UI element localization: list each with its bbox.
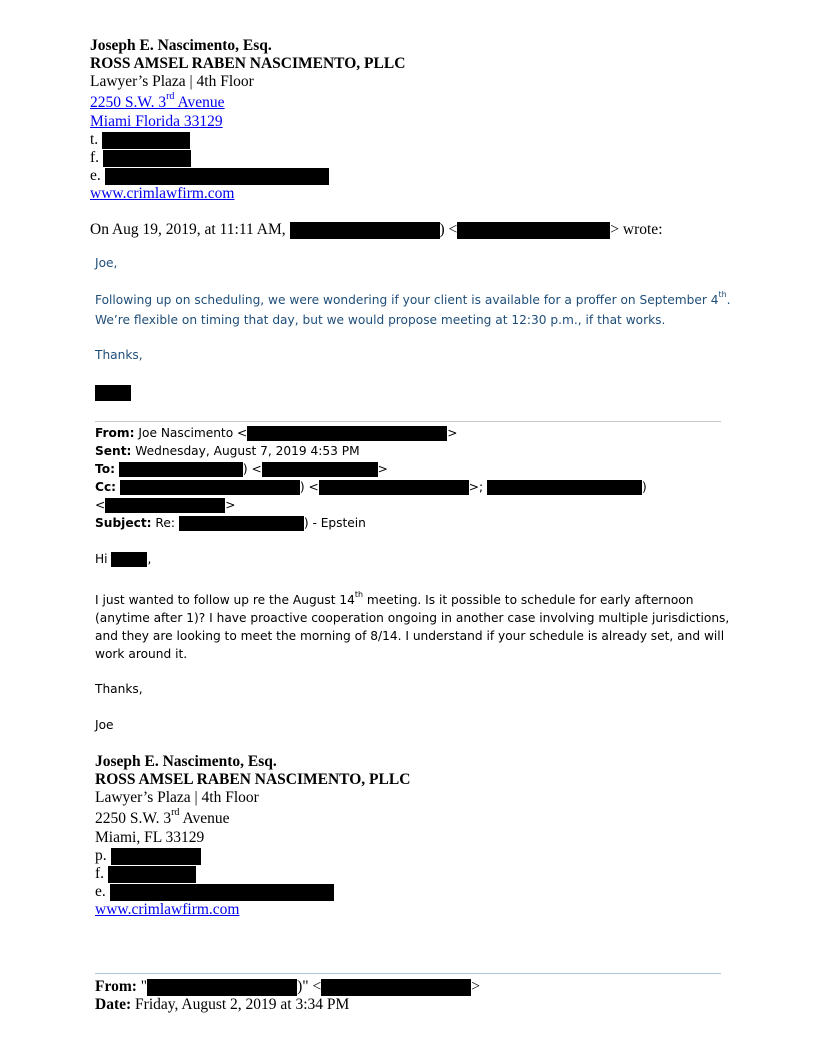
redaction-block (110, 884, 334, 901)
sig2-email: e. (95, 883, 334, 901)
redaction-block (111, 848, 201, 865)
hdr2-from: From: " )" < > (95, 978, 480, 995)
sig1-website-link[interactable]: www.crimlawfirm.com (90, 185, 235, 202)
msg1-greeting: Joe, (95, 256, 118, 270)
sig1-city-link[interactable]: Miami Florida 33129 (90, 113, 223, 130)
redaction-block (262, 462, 378, 477)
divider-line (95, 421, 721, 422)
msg2-sign: Joe (95, 718, 114, 732)
hdr1-to: To: ) < > (95, 462, 388, 476)
redaction-block (457, 222, 610, 239)
hdr1-cc-cont: < > (95, 498, 236, 512)
redaction-block (290, 222, 440, 239)
msg2-thanks: Thanks, (95, 682, 143, 696)
sig2-plaza: Lawyer’s Plaza | 4th Floor (95, 789, 259, 806)
redaction-block (147, 979, 297, 996)
msg1-line1: Following up on scheduling, we were wondering if your client is available for a proffer on September 4th. (95, 290, 731, 307)
quote-header: On Aug 19, 2019, at 11:11 AM, ) < > wrote: (90, 221, 663, 238)
sig2-fax: f. (95, 865, 196, 883)
sig1-firm: ROSS AMSEL RABEN NASCIMENTO, PLLC (90, 55, 406, 72)
msg1-signature-redaction (95, 385, 131, 401)
redaction-block (487, 480, 642, 495)
msg1-line2: We’re flexible on timing that day, but we would propose meeting at 12:30 p.m., if that works. (95, 313, 666, 327)
redaction-block (105, 498, 225, 513)
sig2-city: Miami, FL 33129 (95, 829, 205, 846)
hdr1-sent: Sent: Wednesday, August 7, 2019 4:53 PM (95, 444, 360, 458)
hdr1-cc: Cc: ) < >; ) (95, 480, 647, 494)
redaction-block (111, 552, 147, 567)
msg1-thanks: Thanks, (95, 348, 143, 362)
sig2-name: Joseph E. Nascimento, Esq. (95, 753, 277, 770)
sig1-plaza: Lawyer’s Plaza | 4th Floor (90, 73, 254, 90)
sig2-firm: ROSS AMSEL RABEN NASCIMENTO, PLLC (95, 771, 411, 788)
redaction-block (247, 426, 447, 441)
msg2-line4: work around it. (95, 647, 188, 661)
redaction-block (119, 462, 243, 477)
redaction-block (105, 168, 329, 185)
sig1-address-link[interactable]: 2250 S.W. 3rd Avenue (90, 90, 225, 111)
hdr1-subject: Subject: Re: ) - Epstein (95, 516, 366, 530)
redaction-block (95, 385, 131, 401)
msg2-line1: I just wanted to follow up re the August 14th meeting. Is it possible to schedule for early afternoon (95, 590, 694, 607)
redaction-block (108, 866, 196, 883)
redaction-block (120, 480, 300, 495)
sig2-address: 2250 S.W. 3rd Avenue (95, 806, 230, 827)
msg2-line3: and they are looking to meet the morning of 8/14. I understand if your schedule is already set, and will (95, 629, 725, 643)
msg2-greeting: Hi , (95, 552, 152, 566)
sig2-website-link[interactable]: www.crimlawfirm.com (95, 901, 240, 918)
msg2-line2: (anytime after 1)? I have proactive cooperation ongoing in another case involving multiple jurisdictions, (95, 611, 730, 625)
sig2-phone: p. (95, 847, 201, 865)
redaction-block (179, 516, 304, 531)
hdr1-from: From: Joe Nascimento < > (95, 426, 458, 440)
redaction-block (102, 132, 190, 149)
redaction-block (319, 480, 469, 495)
sig1-fax: f. (90, 149, 191, 167)
redaction-block (321, 979, 471, 996)
divider-line (95, 973, 721, 974)
sig1-name: Joseph E. Nascimento, Esq. (90, 37, 272, 54)
hdr2-date: Date: Friday, August 2, 2019 at 3:34 PM (95, 996, 350, 1013)
sig1-phone: t. (90, 131, 190, 149)
redaction-block (103, 150, 191, 167)
sig1-email: e. (90, 167, 329, 185)
